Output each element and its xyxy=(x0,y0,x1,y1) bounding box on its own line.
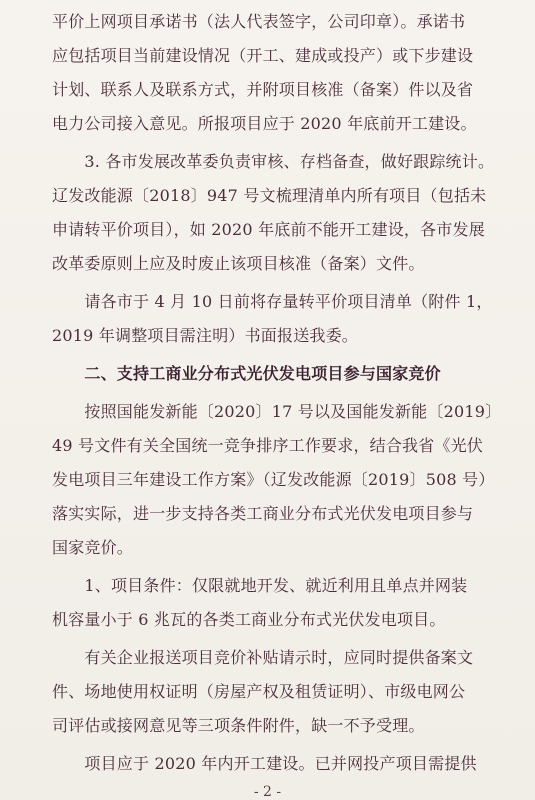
body-line: 发电项目三年建设工作方案》（辽发改能源〔2019〕508 号） xyxy=(52,470,495,489)
body-line: 落实实际，进一步支持各类工商业分布式光伏发电项目参与 xyxy=(52,504,474,523)
section-heading: 二、支持工商业分布式光伏发电项目参与国家竞价 xyxy=(52,364,441,383)
body-line: 辽发改能源〔2018〕947 号文梳理清单内所有项目（包括未 xyxy=(52,186,487,205)
body-line: 机容量小于 6 兆瓦的各类工商业分布式光伏发电项目。 xyxy=(52,610,446,629)
body-line: 计划、联系人及联系方式，并附项目核准（备案）件以及省 xyxy=(52,80,474,99)
body-line: 请各市于 4 月 10 日前将存量转平价项目清单（附件 1， xyxy=(52,292,493,311)
body-line: 49 号文件有关全国统一竞争排序工作要求，结合我省《光伏 xyxy=(52,436,484,455)
body-line: 司评估或接网意见等三项条件附件，缺一不予受理。 xyxy=(52,716,425,735)
body-line: 有关企业报送项目竞价补贴请示时，应同时提供备案文 xyxy=(52,648,474,667)
body-line: 申请转平价项目），如 2020 年底前不能开工建设，各市发展 xyxy=(52,220,485,239)
body-line: 件、场地使用权证明（房屋产权及租赁证明）、市级电网公 xyxy=(52,682,466,701)
body-line: 电力公司接入意见。所报项目应于 2020 年底前开工建设。 xyxy=(52,114,477,133)
body-line: 1、项目条件：仅限就地开发、就近利用且单点并网装 xyxy=(52,576,468,595)
body-line: 改革委原则上应及时废止该项目核准（备案）文件。 xyxy=(52,254,425,273)
body-line: 国家竞价。 xyxy=(52,538,134,557)
body-line: 平价上网项目承诺书（法人代表签字，公司印章）。承诺书 xyxy=(52,12,466,31)
body-line: 2019 年调整项目需注明）书面报送我委。 xyxy=(52,326,359,345)
body-line: 应包括项目当前建设情况（开工、建成或投产）或下步建设 xyxy=(52,46,474,65)
body-line: 按照国能发新能〔2020〕17 号以及国能发新能〔2019〕 xyxy=(52,402,502,421)
body-line: 3. 各市发展改革委负责审核、存档备查，做好跟踪统计。 xyxy=(52,152,495,171)
page-number: - 2 - xyxy=(253,784,282,800)
body-line: 项目应于 2020 年内开工建设。已并网投产项目需提供 xyxy=(52,754,477,773)
